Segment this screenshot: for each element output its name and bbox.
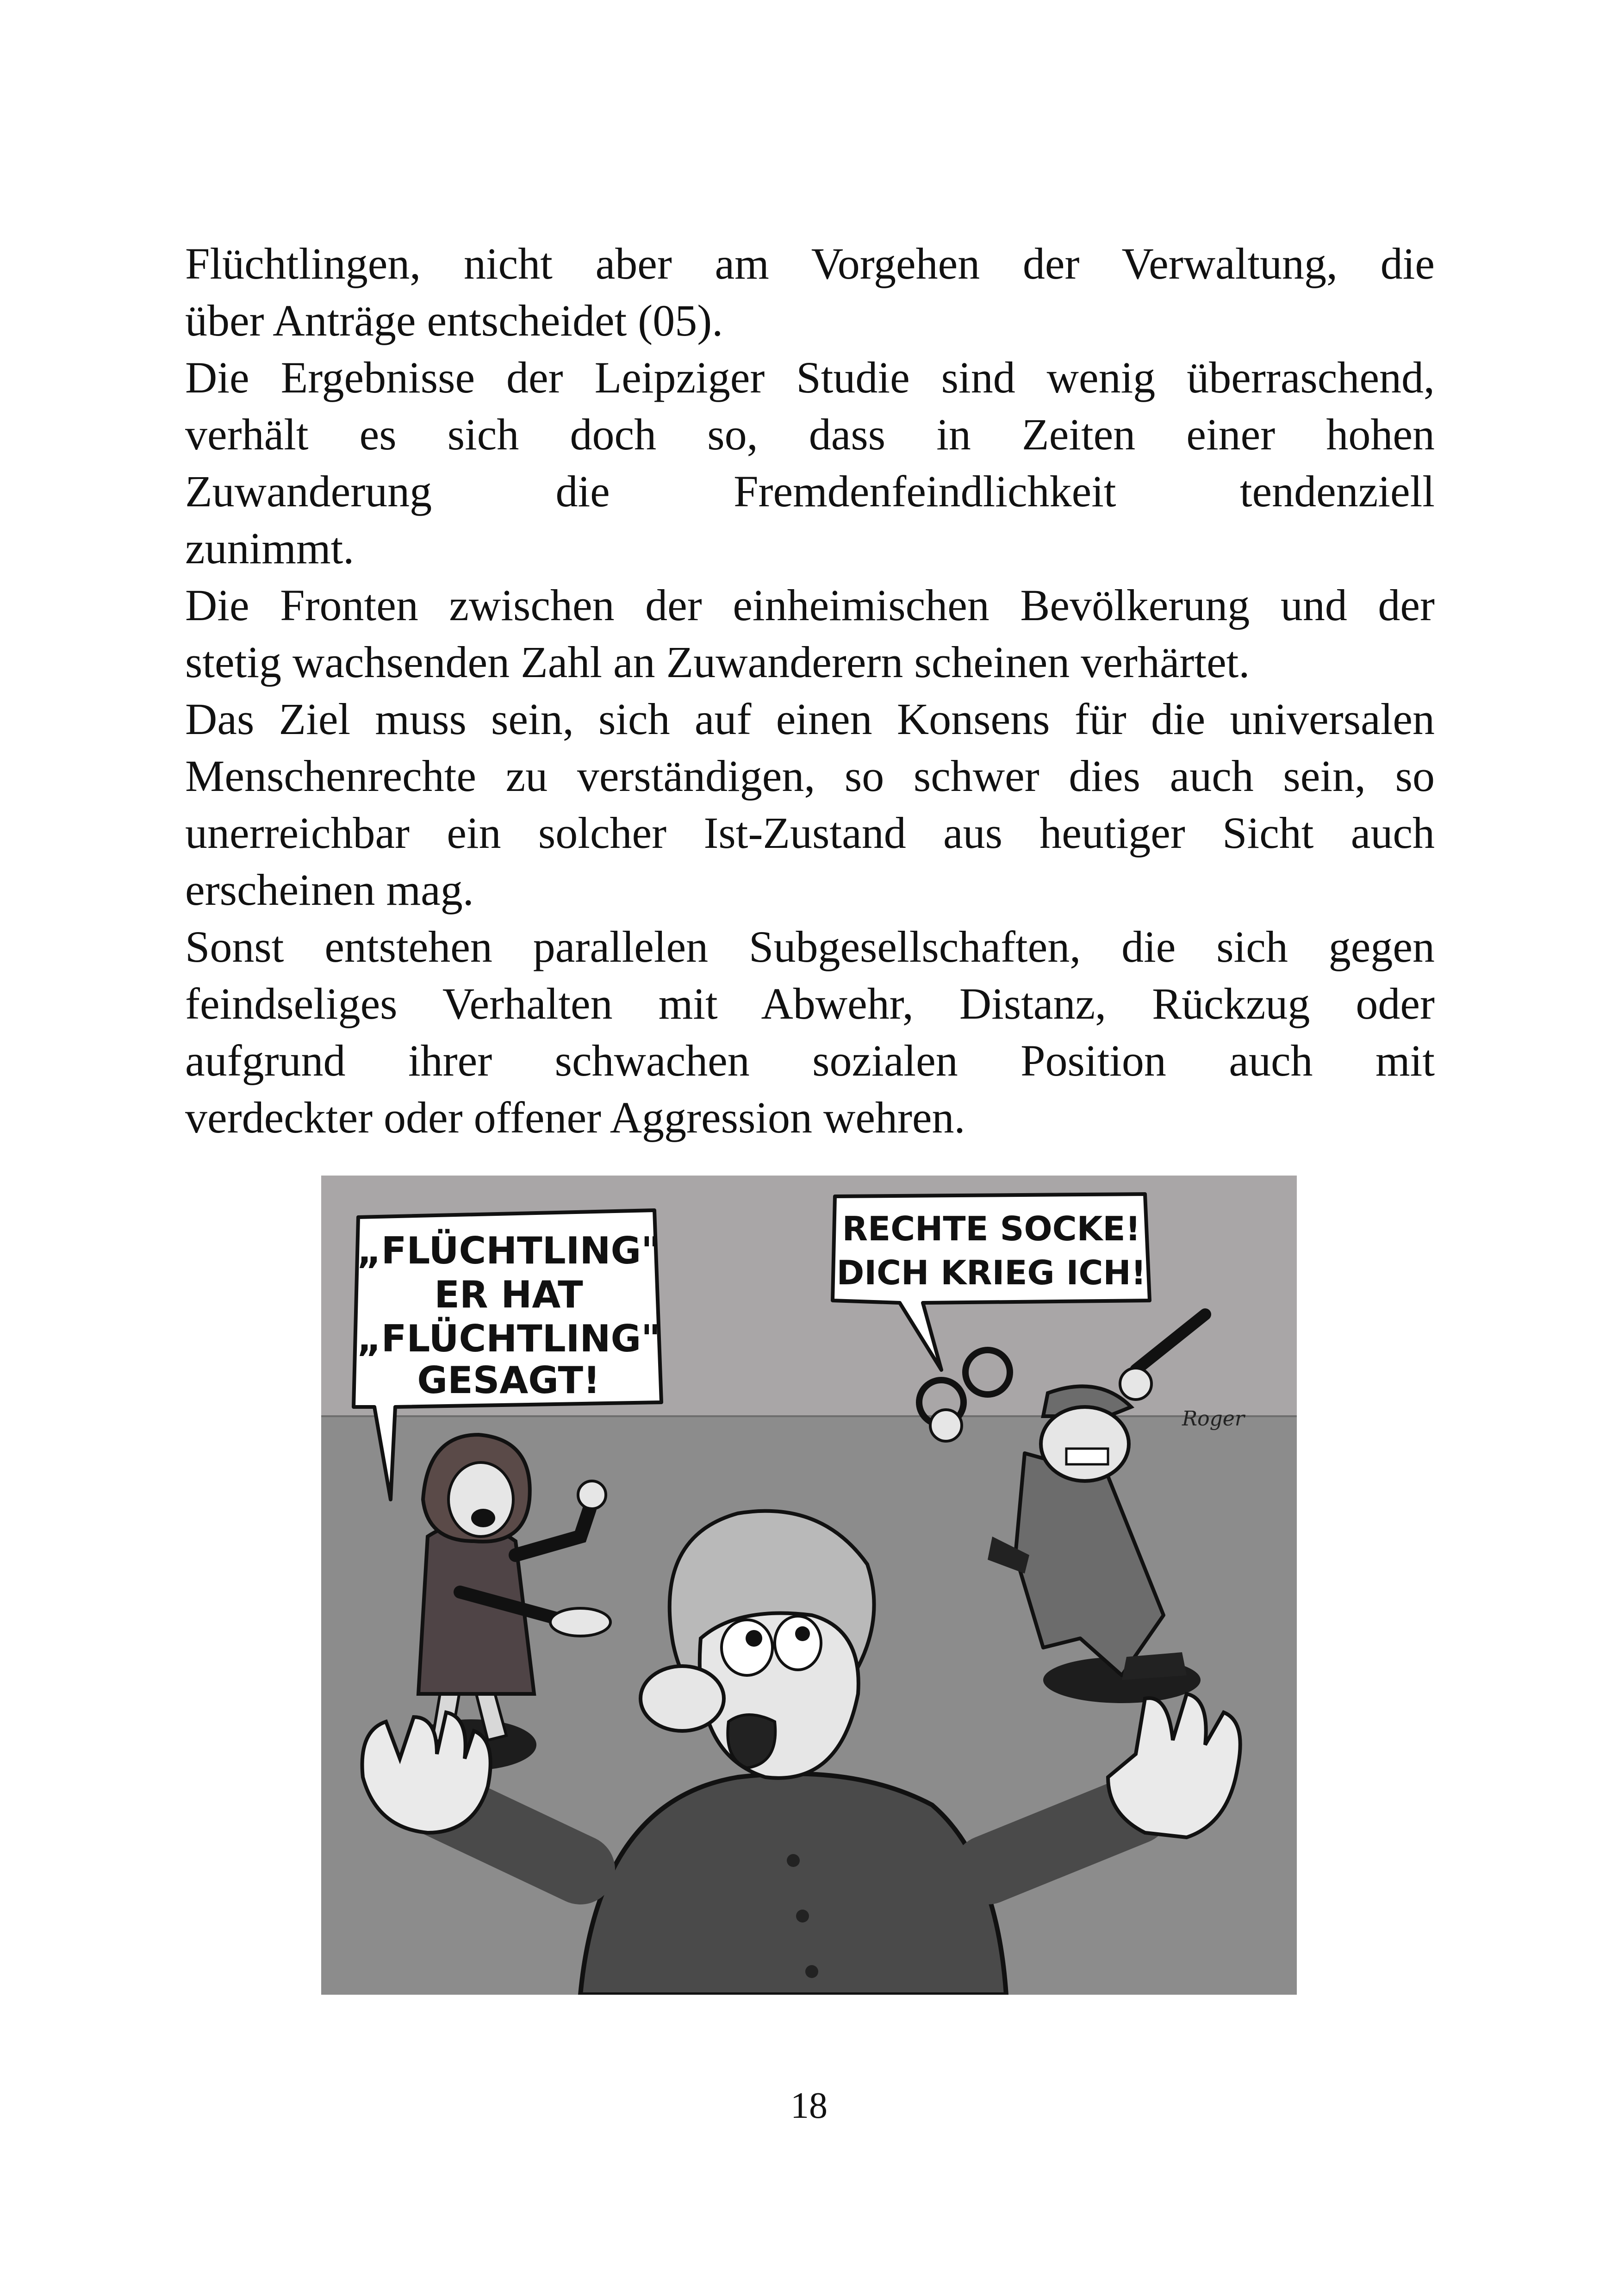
bubble-left-line-4: GESAGT! <box>417 1359 600 1402</box>
text-line: stetig wachsenden Zahl an Zuwanderern scheinen verhärtet. <box>185 637 1250 687</box>
text-line: unerreichbar ein solcher Ist-Zustand aus heutiger Sicht auch <box>185 808 1435 858</box>
bubble-left-line-2: ER HAT <box>434 1273 583 1316</box>
text-line: Sonst entstehen parallelen Subgesellschaften, die sich gegen <box>185 922 1435 971</box>
text-line: aufgrund ihrer schwachen sozialen Position auch mit <box>185 1036 1435 1085</box>
text-line: verhält es sich doch so, dass in Zeiten einer hohen <box>185 410 1435 459</box>
text-line: Das Ziel muss sein, sich auf einen Konsens für die universalen <box>185 694 1435 744</box>
text-line: über Anträge entscheidet (05). <box>185 296 723 345</box>
text-line: Die Fronten zwischen der einheimischen Bevölkerung und der <box>185 580 1435 630</box>
bubble-left-line-1: „FLÜCHTLING" <box>357 1229 660 1272</box>
page-number: 18 <box>790 2085 828 2126</box>
bubble-right-line-2: DICH KRIEG ICH! <box>836 1253 1146 1292</box>
artist-signature: Roger <box>1182 1407 1245 1431</box>
text-line: Die Ergebnisse der Leipziger Studie sind wenig überraschend, <box>185 353 1435 402</box>
body-paragraph <box>185 235 1435 1146</box>
text-line: Menschenrechte zu verständigen, so schwer dies auch sein, so <box>185 751 1435 801</box>
text-line: Flüchtlingen, nicht aber am Vorgehen der Verwaltung, die <box>185 239 1435 288</box>
text-line: zunimmt. <box>185 523 355 573</box>
bubble-left-line-3: „FLÜCHTLING" <box>357 1317 660 1360</box>
text-line: erscheinen mag. <box>185 865 474 915</box>
text-line: feindseliges Verhalten mit Abwehr, Distanz, Rückzug oder <box>185 979 1435 1028</box>
bubble-right-line-1: RECHTE SOCKE! <box>842 1209 1141 1248</box>
body-text <box>185 235 1435 1146</box>
cartoon-illustration <box>321 1176 1297 1995</box>
text-line: verdeckter oder offener Aggression wehren. <box>185 1093 965 1142</box>
text-line: Zuwanderung die Fremdenfeindlichkeit tendenziell <box>185 467 1435 516</box>
